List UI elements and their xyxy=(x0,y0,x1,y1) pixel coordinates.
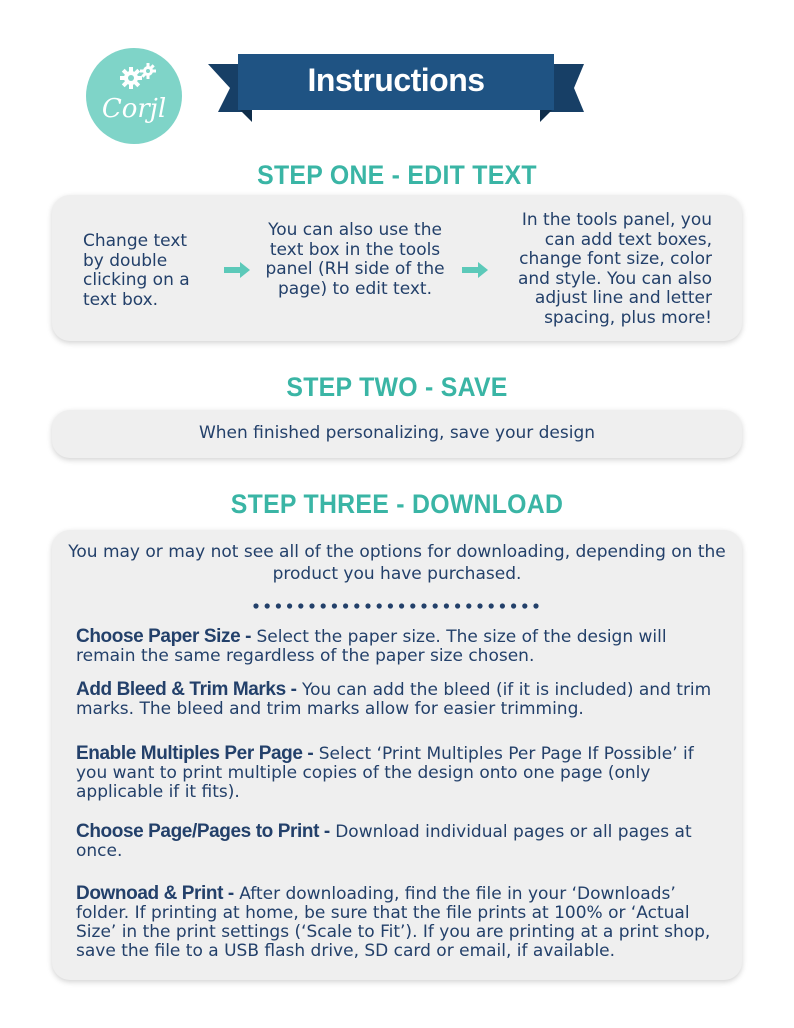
divider-dot xyxy=(533,603,538,608)
divider-dot xyxy=(511,603,516,608)
option-title: Choose Page/Pages to Print - xyxy=(76,821,330,842)
divider-dot xyxy=(343,603,348,608)
download-option xyxy=(76,822,726,861)
arrow-right-icon xyxy=(460,261,490,279)
step-two-heading: STEP TWO - SAVE xyxy=(286,372,508,402)
divider-dot xyxy=(421,603,426,608)
divider-dot xyxy=(287,603,292,608)
divider-dot xyxy=(410,603,415,608)
divider-dot xyxy=(489,603,494,608)
option-title: Add Bleed & Trim Marks - xyxy=(76,679,297,700)
corjl-logo xyxy=(86,48,182,144)
divider-dot xyxy=(309,603,314,608)
download-option xyxy=(76,627,726,666)
divider-dot xyxy=(332,603,337,608)
divider-dot xyxy=(455,603,460,608)
divider-dot xyxy=(354,603,359,608)
divider-dot xyxy=(522,603,527,608)
divider-dot xyxy=(365,603,370,608)
download-option xyxy=(76,884,726,961)
divider-dot xyxy=(321,603,326,608)
divider-dot xyxy=(477,603,482,608)
step-three-intro: You may or may not see all of the options for downloading, depending on the product you have purchased. xyxy=(68,542,726,584)
option-title: Enable Multiples Per Page - xyxy=(76,743,314,764)
divider-dot xyxy=(298,603,303,608)
option-text: You can add the bleed (if it is included) and trim marks. The bleed and trim marks allow for easier trimming. xyxy=(76,680,712,719)
option-text: Download individual pages or all pages at once. xyxy=(76,822,692,861)
divider-dot xyxy=(276,603,281,608)
divider-dot xyxy=(433,603,438,608)
arrow-right-icon xyxy=(222,261,252,279)
divider-dot xyxy=(377,603,382,608)
divider-dot xyxy=(253,603,258,608)
option-text: Select ‘Print Multiples Per Page If Possible’ if you want to print multiple copies of the design onto one page (only applicable if it fits). xyxy=(76,744,694,802)
download-option xyxy=(76,680,726,719)
option-title: Downoad & Print - xyxy=(76,883,234,904)
step-one-heading: STEP ONE - EDIT TEXT xyxy=(257,160,537,190)
step-three-heading: STEP THREE - DOWNLOAD xyxy=(230,489,564,519)
banner-title: Instructions xyxy=(307,62,485,98)
divider-dot xyxy=(399,603,404,608)
step-one-col3: In the tools panel, you can add text boxes, change font size, color and style. You can also adjust line and letter spacing, plus more! xyxy=(517,210,712,328)
step-one-col2: You can also use the text box in the tools panel (RH side of the page) to edit text. xyxy=(265,220,445,299)
divider-dot xyxy=(388,603,393,608)
dotted-divider xyxy=(252,599,544,613)
step-one-col1: Change text by double clicking on a text box. xyxy=(83,231,190,310)
divider-dot xyxy=(444,603,449,608)
logo-text: Corjl xyxy=(101,94,167,124)
step-two-text: When finished personalizing, save your design xyxy=(198,423,596,443)
divider-dot xyxy=(500,603,505,608)
divider-dot xyxy=(265,603,270,608)
option-text: After downloading, find the file in your ‘Downloads’ folder. If printing at home, be sure that the file prints at 100% or ‘Actual Size’ in the print settings (‘Scale to Fit’). If you are printing at a print shop, save the file to a USB flash drive, SD card or email, if available. xyxy=(76,884,711,961)
option-text: Select the paper size. The size of the design will remain the same regardless of the paper size chosen. xyxy=(76,627,667,666)
divider-dot xyxy=(466,603,471,608)
download-option xyxy=(76,744,726,802)
option-title: Choose Paper Size - xyxy=(76,626,252,647)
